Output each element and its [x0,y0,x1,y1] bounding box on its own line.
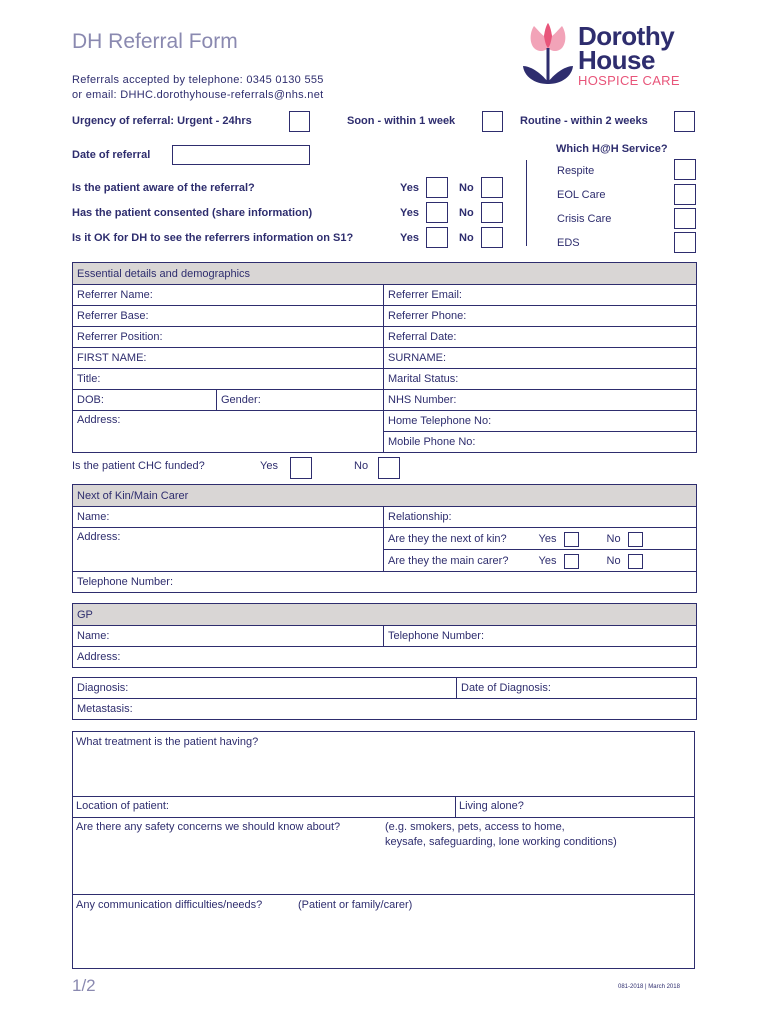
mobile-phone-field[interactable]: Mobile Phone No: [384,432,697,453]
treatment-frame [72,731,695,969]
gp-name-field[interactable]: Name: [73,626,384,647]
location-bottom-divider [72,817,695,818]
contact-email: or email: DHHC.dorothyhouse-referrals@nhs.net [72,89,324,101]
referrer-position-field[interactable]: Referrer Position: [73,327,384,348]
kin-next-of-kin-row [384,528,697,550]
date-of-referral-field[interactable] [172,145,310,165]
chc-question: Is the patient CHC funded? [72,460,205,472]
referrer-email-field[interactable]: Referrer Email: [384,285,697,306]
service-respite-label: Respite [557,165,595,177]
logo-text-house: House [578,45,655,75]
service-divider [526,160,527,246]
referral-date-field[interactable]: Referral Date: [384,327,697,348]
kin-nok-no-label: No [606,532,621,545]
essential-heading: Essential details and demographics [73,263,697,285]
urgency-routine-label: Routine - within 2 weeks [520,115,648,127]
logo-text-hospice: HOSPICE CARE [578,73,680,88]
page-number: 1/2 [72,976,96,995]
eds-checkbox[interactable] [674,232,696,253]
service-eol-label: EOL Care [557,189,606,201]
address-field[interactable]: Address: [73,411,384,453]
dob-field[interactable]: DOB: [73,390,217,411]
gender-field[interactable]: Gender: [217,390,384,411]
aware-no-checkbox[interactable] [481,177,503,198]
gp-table [72,603,697,668]
question-aware-label: Is the patient aware of the referral? [72,182,255,194]
crisis-checkbox[interactable] [674,208,696,229]
kin-name-field[interactable]: Name: [73,507,384,528]
safety-divider [72,894,695,895]
s1-no-checkbox[interactable] [481,227,503,248]
metastasis-field[interactable]: Metastasis: [73,699,697,720]
consent-yes-checkbox[interactable] [426,202,448,223]
communication-question[interactable]: Any communication difficulties/needs? [76,899,263,911]
question-s1-no-label: No [459,232,474,244]
referrer-phone-field[interactable]: Referrer Phone: [384,306,697,327]
consent-no-checkbox[interactable] [481,202,503,223]
diagnosis-table [72,677,697,720]
chc-yes-label: Yes [260,460,278,472]
title-field[interactable]: Title: [73,369,384,390]
question-aware-no-label: No [459,182,474,194]
service-eds-label: EDS [557,237,580,249]
first-name-field[interactable]: FIRST NAME: [73,348,384,369]
essential-details-table [72,262,697,453]
urgent-checkbox[interactable] [289,111,310,132]
treatment-divider [72,796,695,797]
kin-next-of-kin-question: Are they the next of kin? [388,532,507,545]
question-consent-label: Has the patient consented (share information) [72,207,313,219]
communication-hint: (Patient or family/carer) [298,899,413,911]
s1-yes-checkbox[interactable] [426,227,448,248]
date-of-diagnosis-field[interactable]: Date of Diagnosis: [457,678,697,699]
kin-carer-yes-checkbox[interactable] [564,554,579,569]
gp-telephone-field[interactable]: Telephone Number: [384,626,697,647]
logo-text-dorothy: Dorothy [578,21,675,51]
kin-main-carer-question: Are they the main carer? [388,554,509,567]
kin-heading: Next of Kin/Main Carer [73,485,697,507]
kin-address-field[interactable]: Address: [73,528,384,572]
chc-no-checkbox[interactable] [378,457,400,479]
document-code: 081-2018 | March 2018 [618,984,680,990]
kin-nok-yes-label: Yes [538,532,557,545]
question-aware-yes-label: Yes [400,182,419,194]
respite-checkbox[interactable] [674,159,696,180]
urgency-soon-label: Soon - within 1 week [347,115,456,127]
referrer-name-field[interactable]: Referrer Name: [73,285,384,306]
safety-hint-1: (e.g. smokers, pets, access to home, [385,821,565,833]
chc-yes-checkbox[interactable] [290,457,312,479]
soon-checkbox[interactable] [482,111,503,132]
nhs-number-field[interactable]: NHS Number: [384,390,697,411]
kin-carer-no-label: No [606,554,621,567]
urgency-urgent-label: Urgency of referral: Urgent - 24hrs [72,115,252,127]
safety-question[interactable]: Are there any safety concerns we should know about? [76,821,341,833]
routine-checkbox[interactable] [674,111,695,132]
logo [520,22,695,92]
gp-address-field[interactable]: Address: [73,647,697,668]
home-telephone-field[interactable]: Home Telephone No: [384,411,697,432]
aware-yes-checkbox[interactable] [426,177,448,198]
surname-field[interactable]: SURNAME: [384,348,697,369]
next-of-kin-table [72,484,697,593]
referrer-base-field[interactable]: Referrer Base: [73,306,384,327]
question-consent-yes-label: Yes [400,207,419,219]
question-consent-no-label: No [459,207,474,219]
kin-nok-yes-checkbox[interactable] [564,532,579,547]
service-heading: Which H@H Service? [556,143,668,155]
kin-main-carer-row [384,550,697,572]
kin-carer-yes-label: Yes [538,554,557,567]
kin-telephone-field[interactable]: Telephone Number: [73,572,697,593]
eol-checkbox[interactable] [674,184,696,205]
tulip-icon [520,22,576,90]
marital-status-field[interactable]: Marital Status: [384,369,697,390]
service-crisis-label: Crisis Care [557,213,612,225]
chc-no-label: No [354,460,369,472]
location-divider [455,796,456,817]
kin-relationship-field[interactable]: Relationship: [384,507,697,528]
kin-nok-no-checkbox[interactable] [628,532,643,547]
location-field[interactable]: Location of patient: [76,800,169,812]
diagnosis-field[interactable]: Diagnosis: [73,678,457,699]
page-title: DH Referral Form [72,30,238,53]
living-alone-field[interactable]: Living alone? [459,800,524,812]
date-of-referral-label: Date of referral [72,149,151,161]
treatment-question: What treatment is the patient having? [76,736,259,748]
kin-carer-no-checkbox[interactable] [628,554,643,569]
contact-phone: Referrals accepted by telephone: 0345 0130 555 [72,74,324,86]
question-s1-yes-label: Yes [400,232,419,244]
safety-hint-2: keysafe, safeguarding, lone working conditions) [385,836,617,848]
question-s1-label: Is it OK for DH to see the referrers information on S1? [72,232,354,244]
gp-heading: GP [73,604,697,626]
